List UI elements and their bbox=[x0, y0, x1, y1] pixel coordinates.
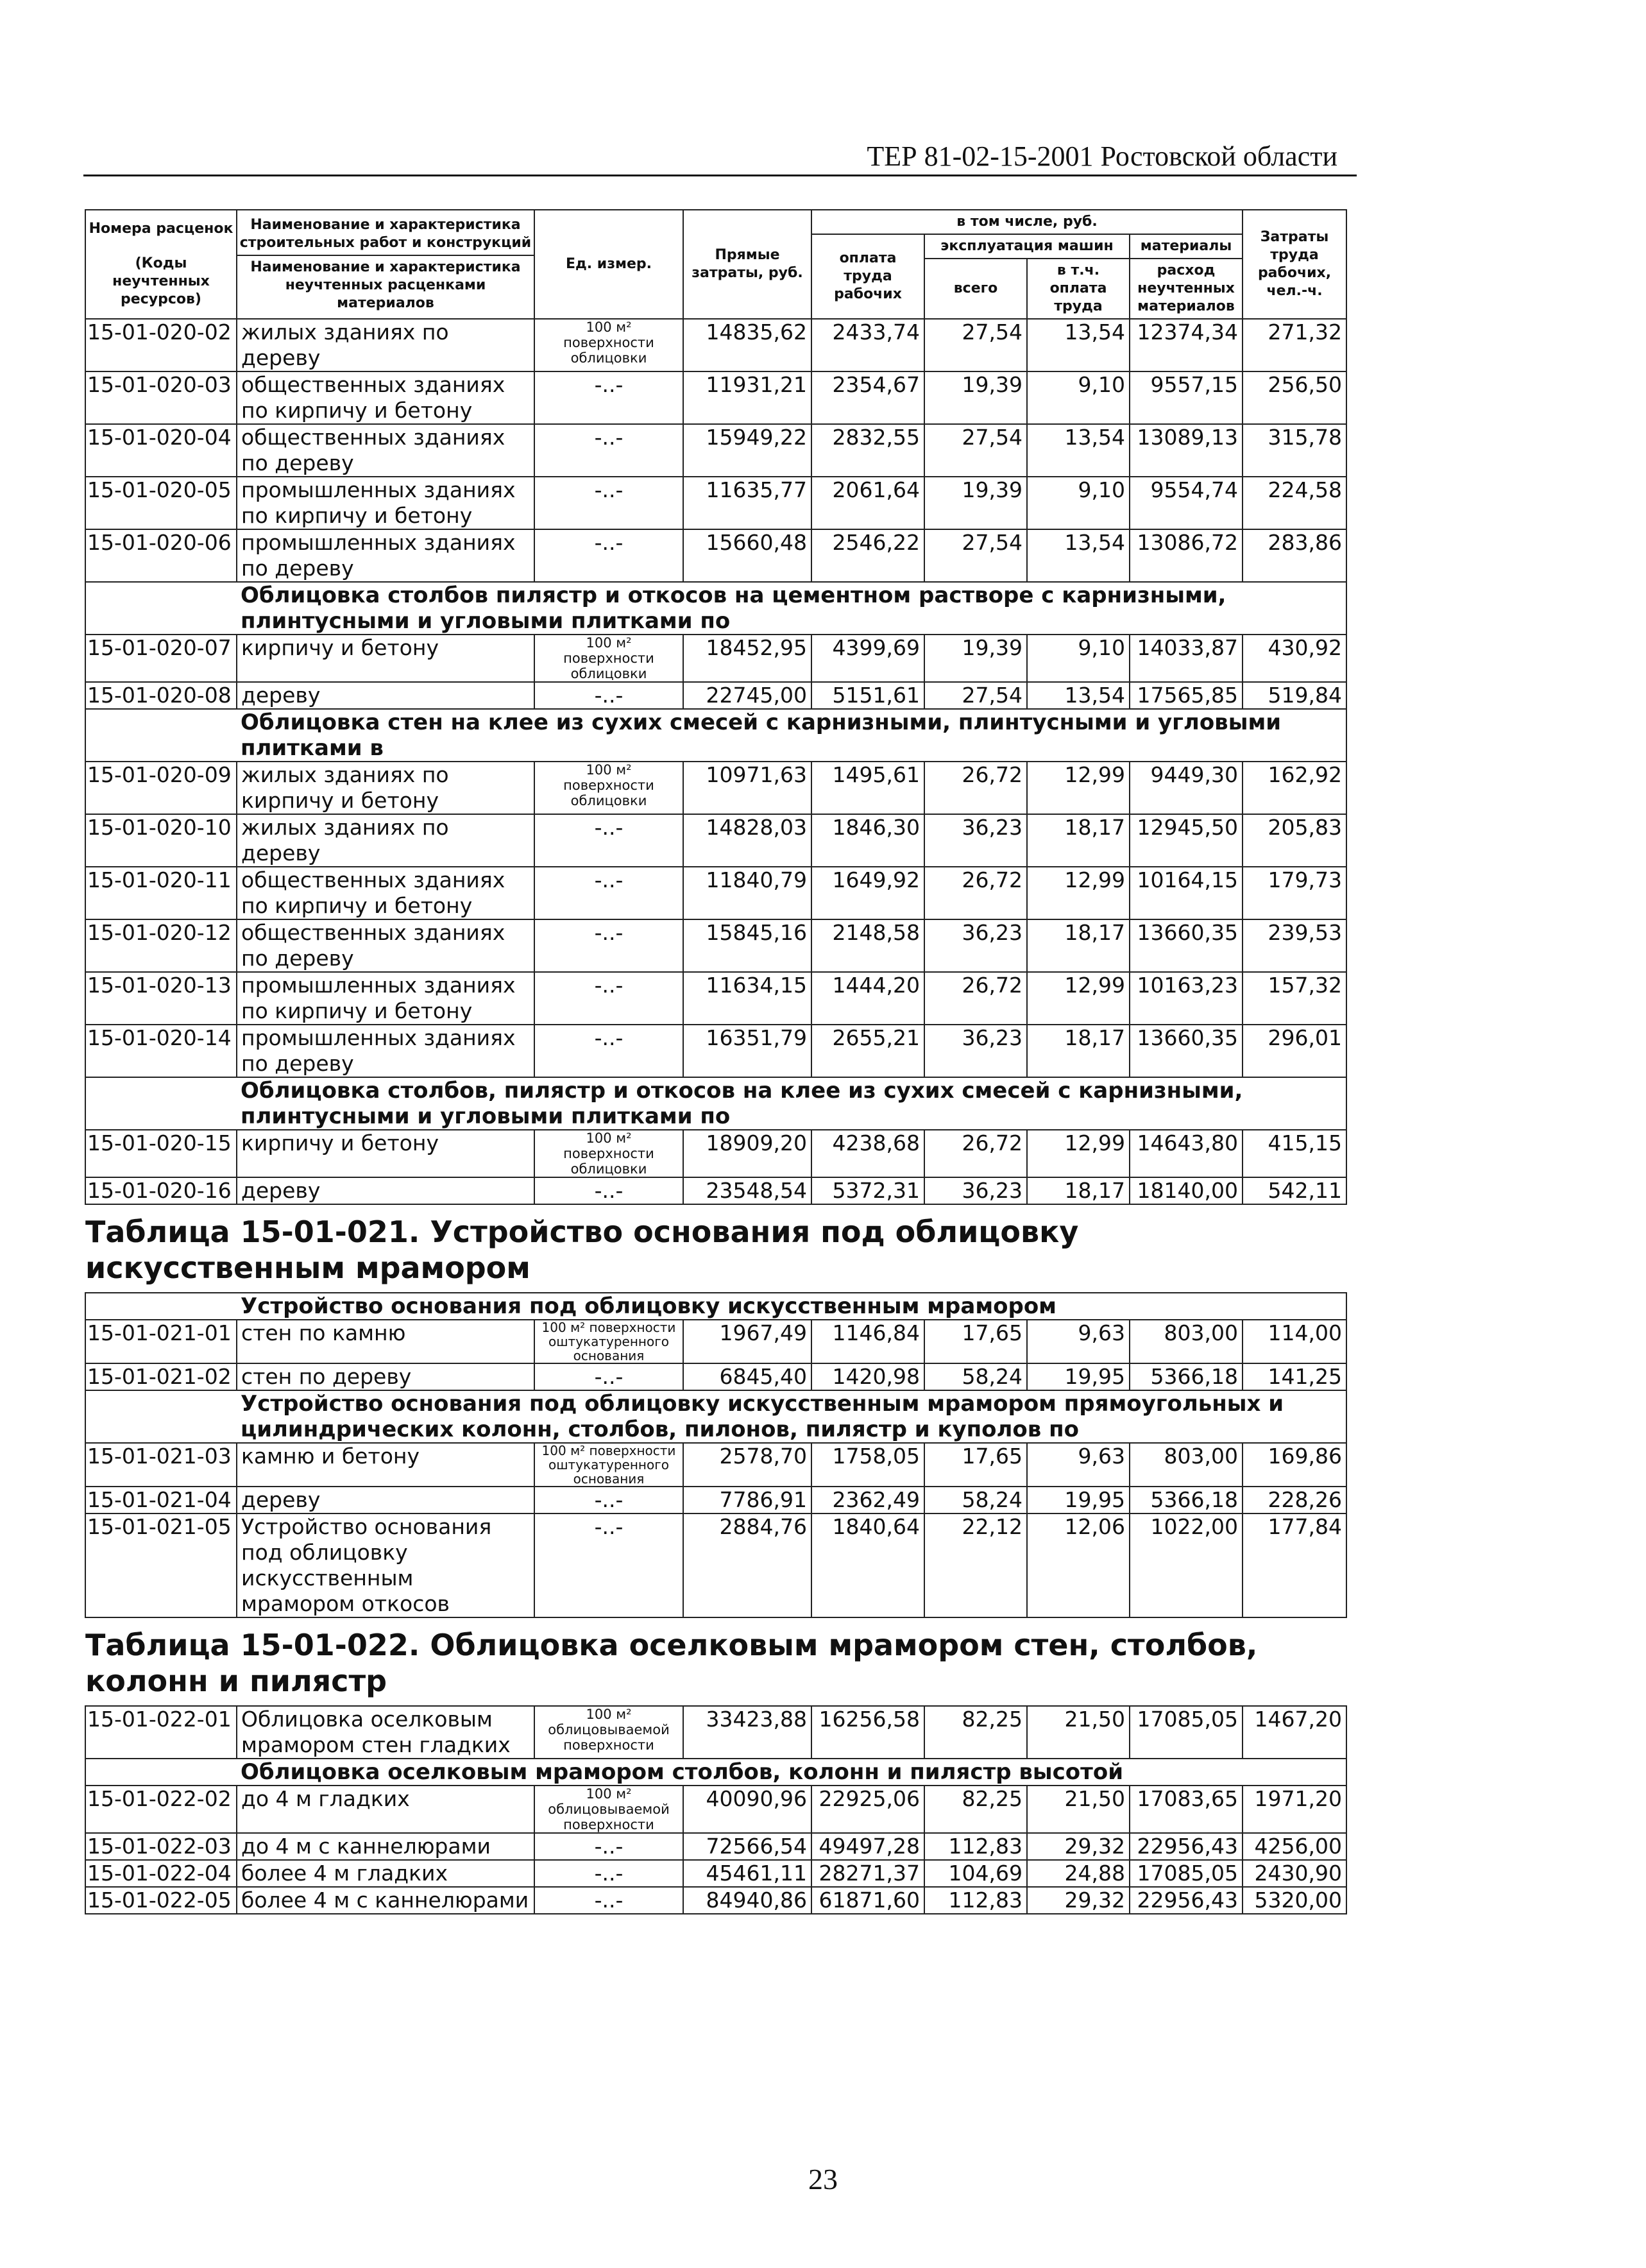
materials-cost: 803,00 bbox=[1130, 1443, 1243, 1487]
col-machines-header: эксплуатация машин bbox=[924, 234, 1130, 259]
table-row bbox=[85, 1130, 1346, 1177]
materials-cost: 14033,87 bbox=[1130, 635, 1243, 682]
direct-cost: 45461,11 bbox=[683, 1860, 811, 1887]
work-name: дереву bbox=[237, 1487, 534, 1513]
section-spacer bbox=[85, 709, 237, 762]
wages-cost: 1840,64 bbox=[811, 1513, 924, 1617]
rate-code: 15-01-021-02 bbox=[85, 1363, 237, 1390]
machines-cost: 17,65 bbox=[924, 1320, 1027, 1363]
col-unit-header: Ед. измер. bbox=[534, 210, 683, 319]
direct-cost: 16351,79 bbox=[683, 1025, 811, 1077]
table-row bbox=[85, 424, 1346, 477]
section-spacer bbox=[85, 582, 237, 635]
col-direct-header: Прямые затраты, руб. bbox=[683, 210, 811, 319]
direct-cost: 84940,86 bbox=[683, 1887, 811, 1914]
col-materials-header: материалы bbox=[1130, 234, 1243, 259]
table-row bbox=[85, 1513, 1346, 1617]
direct-cost: 14835,62 bbox=[683, 319, 811, 371]
machines-cost: 36,23 bbox=[924, 1025, 1027, 1077]
wages-cost: 1758,05 bbox=[811, 1443, 924, 1487]
table-row bbox=[85, 972, 1346, 1025]
labor-hours: 296,01 bbox=[1243, 1025, 1346, 1077]
machines-wages-cost: 12,06 bbox=[1027, 1513, 1130, 1617]
direct-cost: 11840,79 bbox=[683, 867, 811, 919]
rate-code: 15-01-021-03 bbox=[85, 1443, 237, 1487]
direct-cost: 2884,76 bbox=[683, 1513, 811, 1617]
wages-cost: 4399,69 bbox=[811, 635, 924, 682]
machines-cost: 26,72 bbox=[924, 1130, 1027, 1177]
unit-of-measure: -..- bbox=[534, 919, 683, 972]
direct-cost: 7786,91 bbox=[683, 1487, 811, 1513]
machines-wages-cost: 18,17 bbox=[1027, 814, 1130, 867]
labor-hours: 179,73 bbox=[1243, 867, 1346, 919]
materials-cost: 9554,74 bbox=[1130, 477, 1243, 529]
labor-hours: 519,84 bbox=[1243, 682, 1346, 709]
wages-cost: 2546,22 bbox=[811, 529, 924, 582]
labor-hours: 271,32 bbox=[1243, 319, 1346, 371]
wages-cost: 2433,74 bbox=[811, 319, 924, 371]
section-heading-row bbox=[85, 1759, 1346, 1786]
rate-code: 15-01-021-05 bbox=[85, 1513, 237, 1617]
labor-hours: 162,92 bbox=[1243, 762, 1346, 814]
machines-wages-cost: 29,32 bbox=[1027, 1887, 1130, 1914]
direct-cost: 72566,54 bbox=[683, 1833, 811, 1860]
labor-hours: 1971,20 bbox=[1243, 1786, 1346, 1833]
machines-cost: 26,72 bbox=[924, 867, 1027, 919]
table-row bbox=[85, 867, 1346, 919]
materials-cost: 5366,18 bbox=[1130, 1363, 1243, 1390]
table-row bbox=[85, 1487, 1346, 1513]
table-row bbox=[85, 814, 1346, 867]
machines-wages-cost: 19,95 bbox=[1027, 1363, 1130, 1390]
machines-cost: 104,69 bbox=[924, 1860, 1027, 1887]
unit-of-measure: -..- bbox=[534, 867, 683, 919]
direct-cost: 15949,22 bbox=[683, 424, 811, 477]
table-title: Таблица 15-01-022. Облицовка оселковым мрамором стен, столбов, колонн и пилястр bbox=[85, 1628, 1258, 1698]
direct-cost: 6845,40 bbox=[683, 1363, 811, 1390]
materials-cost: 22956,43 bbox=[1130, 1887, 1243, 1914]
unit-of-measure: -..- bbox=[534, 1860, 683, 1887]
work-name: промышленных зданиях по дереву bbox=[237, 1025, 534, 1077]
direct-cost: 15845,16 bbox=[683, 919, 811, 972]
wages-cost: 2362,49 bbox=[811, 1487, 924, 1513]
table-row bbox=[85, 319, 1346, 371]
table-row bbox=[85, 1706, 1346, 1759]
labor-hours: 5320,00 bbox=[1243, 1887, 1346, 1914]
labor-hours: 4256,00 bbox=[1243, 1833, 1346, 1860]
materials-cost: 5366,18 bbox=[1130, 1487, 1243, 1513]
work-name: общественных зданиях по кирпичу и бетону bbox=[237, 867, 534, 919]
materials-cost: 13089,13 bbox=[1130, 424, 1243, 477]
labor-hours: 169,86 bbox=[1243, 1443, 1346, 1487]
rate-code: 15-01-020-13 bbox=[85, 972, 237, 1025]
col-incl-header: в том числе, руб. bbox=[811, 210, 1243, 234]
table-row bbox=[85, 1025, 1346, 1077]
machines-cost: 19,39 bbox=[924, 371, 1027, 424]
unit-of-measure: 100 м² поверхности оштукатуренного основания bbox=[534, 1320, 683, 1363]
machines-cost: 27,54 bbox=[924, 682, 1027, 709]
machines-wages-cost: 9,63 bbox=[1027, 1443, 1130, 1487]
section-heading-row bbox=[85, 1390, 1346, 1443]
materials-cost: 17085,05 bbox=[1130, 1706, 1243, 1759]
direct-cost: 18452,95 bbox=[683, 635, 811, 682]
section-spacer bbox=[85, 1390, 237, 1443]
rate-code: 15-01-022-02 bbox=[85, 1786, 237, 1833]
machines-wages-cost: 18,17 bbox=[1027, 919, 1130, 972]
table-row bbox=[85, 635, 1346, 682]
wages-cost: 2148,58 bbox=[811, 919, 924, 972]
machines-cost: 27,54 bbox=[924, 319, 1027, 371]
work-name: промышленных зданиях по кирпичу и бетону bbox=[237, 972, 534, 1025]
machines-cost: 26,72 bbox=[924, 762, 1027, 814]
wages-cost: 22925,06 bbox=[811, 1786, 924, 1833]
unit-of-measure: -..- bbox=[534, 477, 683, 529]
materials-cost: 13660,35 bbox=[1130, 919, 1243, 972]
machines-wages-cost: 9,10 bbox=[1027, 635, 1130, 682]
section-heading: Облицовка стен на клее из сухих смесей с карнизными, плинтусными и угловыми плитками в bbox=[237, 709, 1346, 762]
unit-of-measure: -..- bbox=[534, 1513, 683, 1617]
rate-code: 15-01-022-01 bbox=[85, 1706, 237, 1759]
rate-code: 15-01-020-08 bbox=[85, 682, 237, 709]
machines-cost: 58,24 bbox=[924, 1363, 1027, 1390]
labor-hours: 2430,90 bbox=[1243, 1860, 1346, 1887]
machines-wages-cost: 9,10 bbox=[1027, 477, 1130, 529]
work-name: общественных зданиях по кирпичу и бетону bbox=[237, 371, 534, 424]
work-name: Устройство основания под облицовку искусственным мрамором откосов bbox=[237, 1513, 534, 1617]
work-name: камню и бетону bbox=[237, 1443, 534, 1487]
table-row bbox=[85, 682, 1346, 709]
work-name: стен по камню bbox=[237, 1320, 534, 1363]
section-heading: Облицовка столбов, пилястр и откосов на клее из сухих смесей с карнизными, плинтусными и угловыми плитками по bbox=[237, 1077, 1346, 1130]
machines-wages-cost: 13,54 bbox=[1027, 682, 1130, 709]
materials-cost: 17085,05 bbox=[1130, 1860, 1243, 1887]
work-name: дереву bbox=[237, 1177, 534, 1204]
unit-of-measure: 100 м² поверхности оштукатуренного основания bbox=[534, 1443, 683, 1487]
direct-cost: 10971,63 bbox=[683, 762, 811, 814]
unit-of-measure: -..- bbox=[534, 1487, 683, 1513]
rate-code: 15-01-022-05 bbox=[85, 1887, 237, 1914]
unit-of-measure: -..- bbox=[534, 972, 683, 1025]
work-name: дереву bbox=[237, 682, 534, 709]
machines-wages-cost: 21,50 bbox=[1027, 1786, 1130, 1833]
wages-cost: 2655,21 bbox=[811, 1025, 924, 1077]
machines-wages-cost: 21,50 bbox=[1027, 1706, 1130, 1759]
col-wages-header: оплата труда рабочих bbox=[811, 234, 924, 319]
work-name: до 4 м с каннелюрами bbox=[237, 1833, 534, 1860]
work-name: до 4 м гладких bbox=[237, 1786, 534, 1833]
work-name: стен по дереву bbox=[237, 1363, 534, 1390]
unit-of-measure: -..- bbox=[534, 371, 683, 424]
table-body bbox=[85, 319, 1346, 1914]
direct-cost: 11635,77 bbox=[683, 477, 811, 529]
labor-hours: 177,84 bbox=[1243, 1513, 1346, 1617]
work-name: кирпичу и бетону bbox=[237, 635, 534, 682]
table-title-row bbox=[85, 1617, 1346, 1706]
machines-wages-cost: 12,99 bbox=[1027, 1130, 1130, 1177]
rate-code: 15-01-020-03 bbox=[85, 371, 237, 424]
section-heading: Облицовка оселковым мрамором столбов, колонн и пилястр высотой bbox=[237, 1759, 1346, 1786]
machines-wages-cost: 12,99 bbox=[1027, 867, 1130, 919]
wages-cost: 61871,60 bbox=[811, 1887, 924, 1914]
rate-code: 15-01-020-04 bbox=[85, 424, 237, 477]
document-title: ТЕР 81-02-15-2001 Ростовской области bbox=[867, 141, 1337, 172]
wages-cost: 1846,30 bbox=[811, 814, 924, 867]
direct-cost: 23548,54 bbox=[683, 1177, 811, 1204]
machines-wages-cost: 29,32 bbox=[1027, 1833, 1130, 1860]
rate-code: 15-01-020-06 bbox=[85, 529, 237, 582]
work-name: Облицовка оселковым мрамором стен гладких bbox=[237, 1706, 534, 1759]
wages-cost: 1649,92 bbox=[811, 867, 924, 919]
labor-hours: 283,86 bbox=[1243, 529, 1346, 582]
unit-of-measure: -..- bbox=[534, 1833, 683, 1860]
labor-hours: 157,32 bbox=[1243, 972, 1346, 1025]
materials-cost: 9557,15 bbox=[1130, 371, 1243, 424]
table-row bbox=[85, 477, 1346, 529]
table-row bbox=[85, 1443, 1346, 1487]
machines-wages-cost: 18,17 bbox=[1027, 1177, 1130, 1204]
direct-cost: 14828,03 bbox=[683, 814, 811, 867]
unit-of-measure: 100 м² поверхности облицовки bbox=[534, 319, 683, 371]
direct-cost: 40090,96 bbox=[683, 1786, 811, 1833]
machines-wages-cost: 9,10 bbox=[1027, 371, 1130, 424]
work-name: более 4 м с каннелюрами bbox=[237, 1887, 534, 1914]
wages-cost: 1444,20 bbox=[811, 972, 924, 1025]
wages-cost: 2354,67 bbox=[811, 371, 924, 424]
rate-code: 15-01-020-05 bbox=[85, 477, 237, 529]
table-row bbox=[85, 1177, 1346, 1204]
rate-code: 15-01-020-10 bbox=[85, 814, 237, 867]
rate-code: 15-01-022-04 bbox=[85, 1860, 237, 1887]
wages-cost: 16256,58 bbox=[811, 1706, 924, 1759]
wages-cost: 2061,64 bbox=[811, 477, 924, 529]
rate-code: 15-01-021-04 bbox=[85, 1487, 237, 1513]
section-heading: Устройство основания под облицовку искусственным мрамором bbox=[237, 1293, 1346, 1320]
unit-of-measure: -..- bbox=[534, 682, 683, 709]
materials-cost: 13660,35 bbox=[1130, 1025, 1243, 1077]
table-row bbox=[85, 762, 1346, 814]
machines-cost: 27,54 bbox=[924, 424, 1027, 477]
wages-cost: 28271,37 bbox=[811, 1860, 924, 1887]
materials-cost: 10164,15 bbox=[1130, 867, 1243, 919]
machines-cost: 36,23 bbox=[924, 1177, 1027, 1204]
col-code-header: Номера расценок (Коды неучтенных ресурсов) bbox=[85, 210, 237, 319]
section-spacer bbox=[85, 1293, 237, 1320]
machines-cost: 27,54 bbox=[924, 529, 1027, 582]
materials-cost: 22956,43 bbox=[1130, 1833, 1243, 1860]
materials-cost: 9449,30 bbox=[1130, 762, 1243, 814]
rate-code: 15-01-020-16 bbox=[85, 1177, 237, 1204]
machines-wages-cost: 12,99 bbox=[1027, 762, 1130, 814]
unit-of-measure: -..- bbox=[534, 529, 683, 582]
machines-wages-cost: 18,17 bbox=[1027, 1025, 1130, 1077]
machines-wages-cost: 13,54 bbox=[1027, 319, 1130, 371]
work-name: промышленных зданиях по кирпичу и бетону bbox=[237, 477, 534, 529]
work-name: кирпичу и бетону bbox=[237, 1130, 534, 1177]
labor-hours: 542,11 bbox=[1243, 1177, 1346, 1204]
table-header bbox=[85, 210, 1346, 319]
machines-wages-cost: 9,63 bbox=[1027, 1320, 1130, 1363]
materials-cost: 17083,65 bbox=[1130, 1786, 1243, 1833]
col-materials-sub-header: расход неучтенных материалов bbox=[1130, 259, 1243, 319]
section-heading-row bbox=[85, 1077, 1346, 1130]
labor-hours: 315,78 bbox=[1243, 424, 1346, 477]
machines-cost: 17,65 bbox=[924, 1443, 1027, 1487]
table-row bbox=[85, 371, 1346, 424]
rate-code: 15-01-020-12 bbox=[85, 919, 237, 972]
section-heading-row bbox=[85, 1293, 1346, 1320]
machines-cost: 36,23 bbox=[924, 919, 1027, 972]
work-name: общественных зданиях по дереву bbox=[237, 424, 534, 477]
labor-hours: 141,25 bbox=[1243, 1363, 1346, 1390]
labor-hours: 228,26 bbox=[1243, 1487, 1346, 1513]
unit-of-measure: -..- bbox=[534, 1177, 683, 1204]
rate-code: 15-01-020-11 bbox=[85, 867, 237, 919]
table-row bbox=[85, 1320, 1346, 1363]
unit-of-measure: 100 м² поверхности облицовки bbox=[534, 635, 683, 682]
section-spacer bbox=[85, 1759, 237, 1786]
machines-wages-cost: 24,88 bbox=[1027, 1860, 1130, 1887]
machines-cost: 58,24 bbox=[924, 1487, 1027, 1513]
unit-of-measure: -..- bbox=[534, 424, 683, 477]
direct-cost: 22745,00 bbox=[683, 682, 811, 709]
unit-of-measure: -..- bbox=[534, 1025, 683, 1077]
rates-table-container bbox=[85, 209, 1346, 1914]
wages-cost: 5372,31 bbox=[811, 1177, 924, 1204]
work-name: жилых зданиях по кирпичу и бетону bbox=[237, 762, 534, 814]
direct-cost: 2578,70 bbox=[683, 1443, 811, 1487]
work-name: промышленных зданиях по дереву bbox=[237, 529, 534, 582]
wages-cost: 5151,61 bbox=[811, 682, 924, 709]
rate-code: 15-01-020-14 bbox=[85, 1025, 237, 1077]
page-number: 23 bbox=[808, 2163, 838, 2196]
rates-table bbox=[85, 209, 1347, 1914]
materials-cost: 803,00 bbox=[1130, 1320, 1243, 1363]
labor-hours: 224,58 bbox=[1243, 477, 1346, 529]
unit-of-measure: -..- bbox=[534, 814, 683, 867]
work-name: жилых зданиях по дереву bbox=[237, 814, 534, 867]
wages-cost: 2832,55 bbox=[811, 424, 924, 477]
section-spacer bbox=[85, 1077, 237, 1130]
page-header bbox=[83, 137, 1357, 176]
col-machines-total-header: всего bbox=[924, 259, 1027, 319]
col-machines-wages-header: в т.ч. оплата труда bbox=[1027, 259, 1130, 319]
machines-cost: 19,39 bbox=[924, 635, 1027, 682]
wages-cost: 4238,68 bbox=[811, 1130, 924, 1177]
unit-of-measure: 100 м² облицовываемой поверхности bbox=[534, 1786, 683, 1833]
wages-cost: 1420,98 bbox=[811, 1363, 924, 1390]
machines-wages-cost: 19,95 bbox=[1027, 1487, 1130, 1513]
col-labor-header: Затраты труда рабочих, чел.-ч. bbox=[1243, 210, 1346, 319]
table-row bbox=[85, 529, 1346, 582]
wages-cost: 1495,61 bbox=[811, 762, 924, 814]
rate-code: 15-01-020-15 bbox=[85, 1130, 237, 1177]
direct-cost: 18909,20 bbox=[683, 1130, 811, 1177]
wages-cost: 49497,28 bbox=[811, 1833, 924, 1860]
materials-cost: 14643,80 bbox=[1130, 1130, 1243, 1177]
machines-cost: 112,83 bbox=[924, 1833, 1027, 1860]
materials-cost: 13086,72 bbox=[1130, 529, 1243, 582]
materials-cost: 10163,23 bbox=[1130, 972, 1243, 1025]
table-row bbox=[85, 1363, 1346, 1390]
unit-of-measure: -..- bbox=[534, 1887, 683, 1914]
materials-cost: 18140,00 bbox=[1130, 1177, 1243, 1204]
work-name: общественных зданиях по дереву bbox=[237, 919, 534, 972]
direct-cost: 11634,15 bbox=[683, 972, 811, 1025]
unit-of-measure: -..- bbox=[534, 1363, 683, 1390]
rate-code: 15-01-020-02 bbox=[85, 319, 237, 371]
machines-cost: 112,83 bbox=[924, 1887, 1027, 1914]
work-name: более 4 м гладких bbox=[237, 1860, 534, 1887]
machines-wages-cost: 13,54 bbox=[1027, 424, 1130, 477]
labor-hours: 114,00 bbox=[1243, 1320, 1346, 1363]
table-row bbox=[85, 1887, 1346, 1914]
direct-cost: 15660,48 bbox=[683, 529, 811, 582]
section-heading-row bbox=[85, 582, 1346, 635]
machines-cost: 82,25 bbox=[924, 1786, 1027, 1833]
machines-cost: 22,12 bbox=[924, 1513, 1027, 1617]
labor-hours: 1467,20 bbox=[1243, 1706, 1346, 1759]
unit-of-measure: 100 м² поверхности облицовки bbox=[534, 762, 683, 814]
machines-wages-cost: 13,54 bbox=[1027, 529, 1130, 582]
work-name: жилых зданиях по дереву bbox=[237, 319, 534, 371]
machines-wages-cost: 12,99 bbox=[1027, 972, 1130, 1025]
machines-cost: 36,23 bbox=[924, 814, 1027, 867]
direct-cost: 11931,21 bbox=[683, 371, 811, 424]
rate-code: 15-01-020-09 bbox=[85, 762, 237, 814]
labor-hours: 415,15 bbox=[1243, 1130, 1346, 1177]
section-heading: Устройство основания под облицовку искусственным мрамором прямоугольных и цилиндрических колонн, столбов, пилонов, пилястр и куполов по bbox=[237, 1390, 1346, 1443]
materials-cost: 12945,50 bbox=[1130, 814, 1243, 867]
section-heading: Облицовка столбов пилястр и откосов на цементном растворе с карнизными, плинтусными и угловыми плитками по bbox=[237, 582, 1346, 635]
unit-of-measure: 100 м² облицовываемой поверхности bbox=[534, 1706, 683, 1759]
table-title-row bbox=[85, 1204, 1346, 1293]
rate-code: 15-01-022-03 bbox=[85, 1833, 237, 1860]
table-row bbox=[85, 919, 1346, 972]
labor-hours: 205,83 bbox=[1243, 814, 1346, 867]
unit-of-measure: 100 м² поверхности облицовки bbox=[534, 1130, 683, 1177]
table-row bbox=[85, 1860, 1346, 1887]
table-row bbox=[85, 1833, 1346, 1860]
machines-cost: 19,39 bbox=[924, 477, 1027, 529]
section-heading-row bbox=[85, 709, 1346, 762]
rate-code: 15-01-020-07 bbox=[85, 635, 237, 682]
labor-hours: 239,53 bbox=[1243, 919, 1346, 972]
labor-hours: 430,92 bbox=[1243, 635, 1346, 682]
col-name-header: Наименование и характеристика строительных работ и конструкций Наименование и характеристика неучтенных расценками материалов bbox=[237, 210, 534, 319]
rate-code: 15-01-021-01 bbox=[85, 1320, 237, 1363]
table-title: Таблица 15-01-021. Устройство основания под облицовку искусственным мрамором bbox=[85, 1215, 1079, 1285]
materials-cost: 1022,00 bbox=[1130, 1513, 1243, 1617]
machines-cost: 82,25 bbox=[924, 1706, 1027, 1759]
materials-cost: 17565,85 bbox=[1130, 682, 1243, 709]
labor-hours: 256,50 bbox=[1243, 371, 1346, 424]
wages-cost: 1146,84 bbox=[811, 1320, 924, 1363]
machines-cost: 26,72 bbox=[924, 972, 1027, 1025]
table-row bbox=[85, 1786, 1346, 1833]
materials-cost: 12374,34 bbox=[1130, 319, 1243, 371]
direct-cost: 33423,88 bbox=[683, 1706, 811, 1759]
direct-cost: 1967,49 bbox=[683, 1320, 811, 1363]
